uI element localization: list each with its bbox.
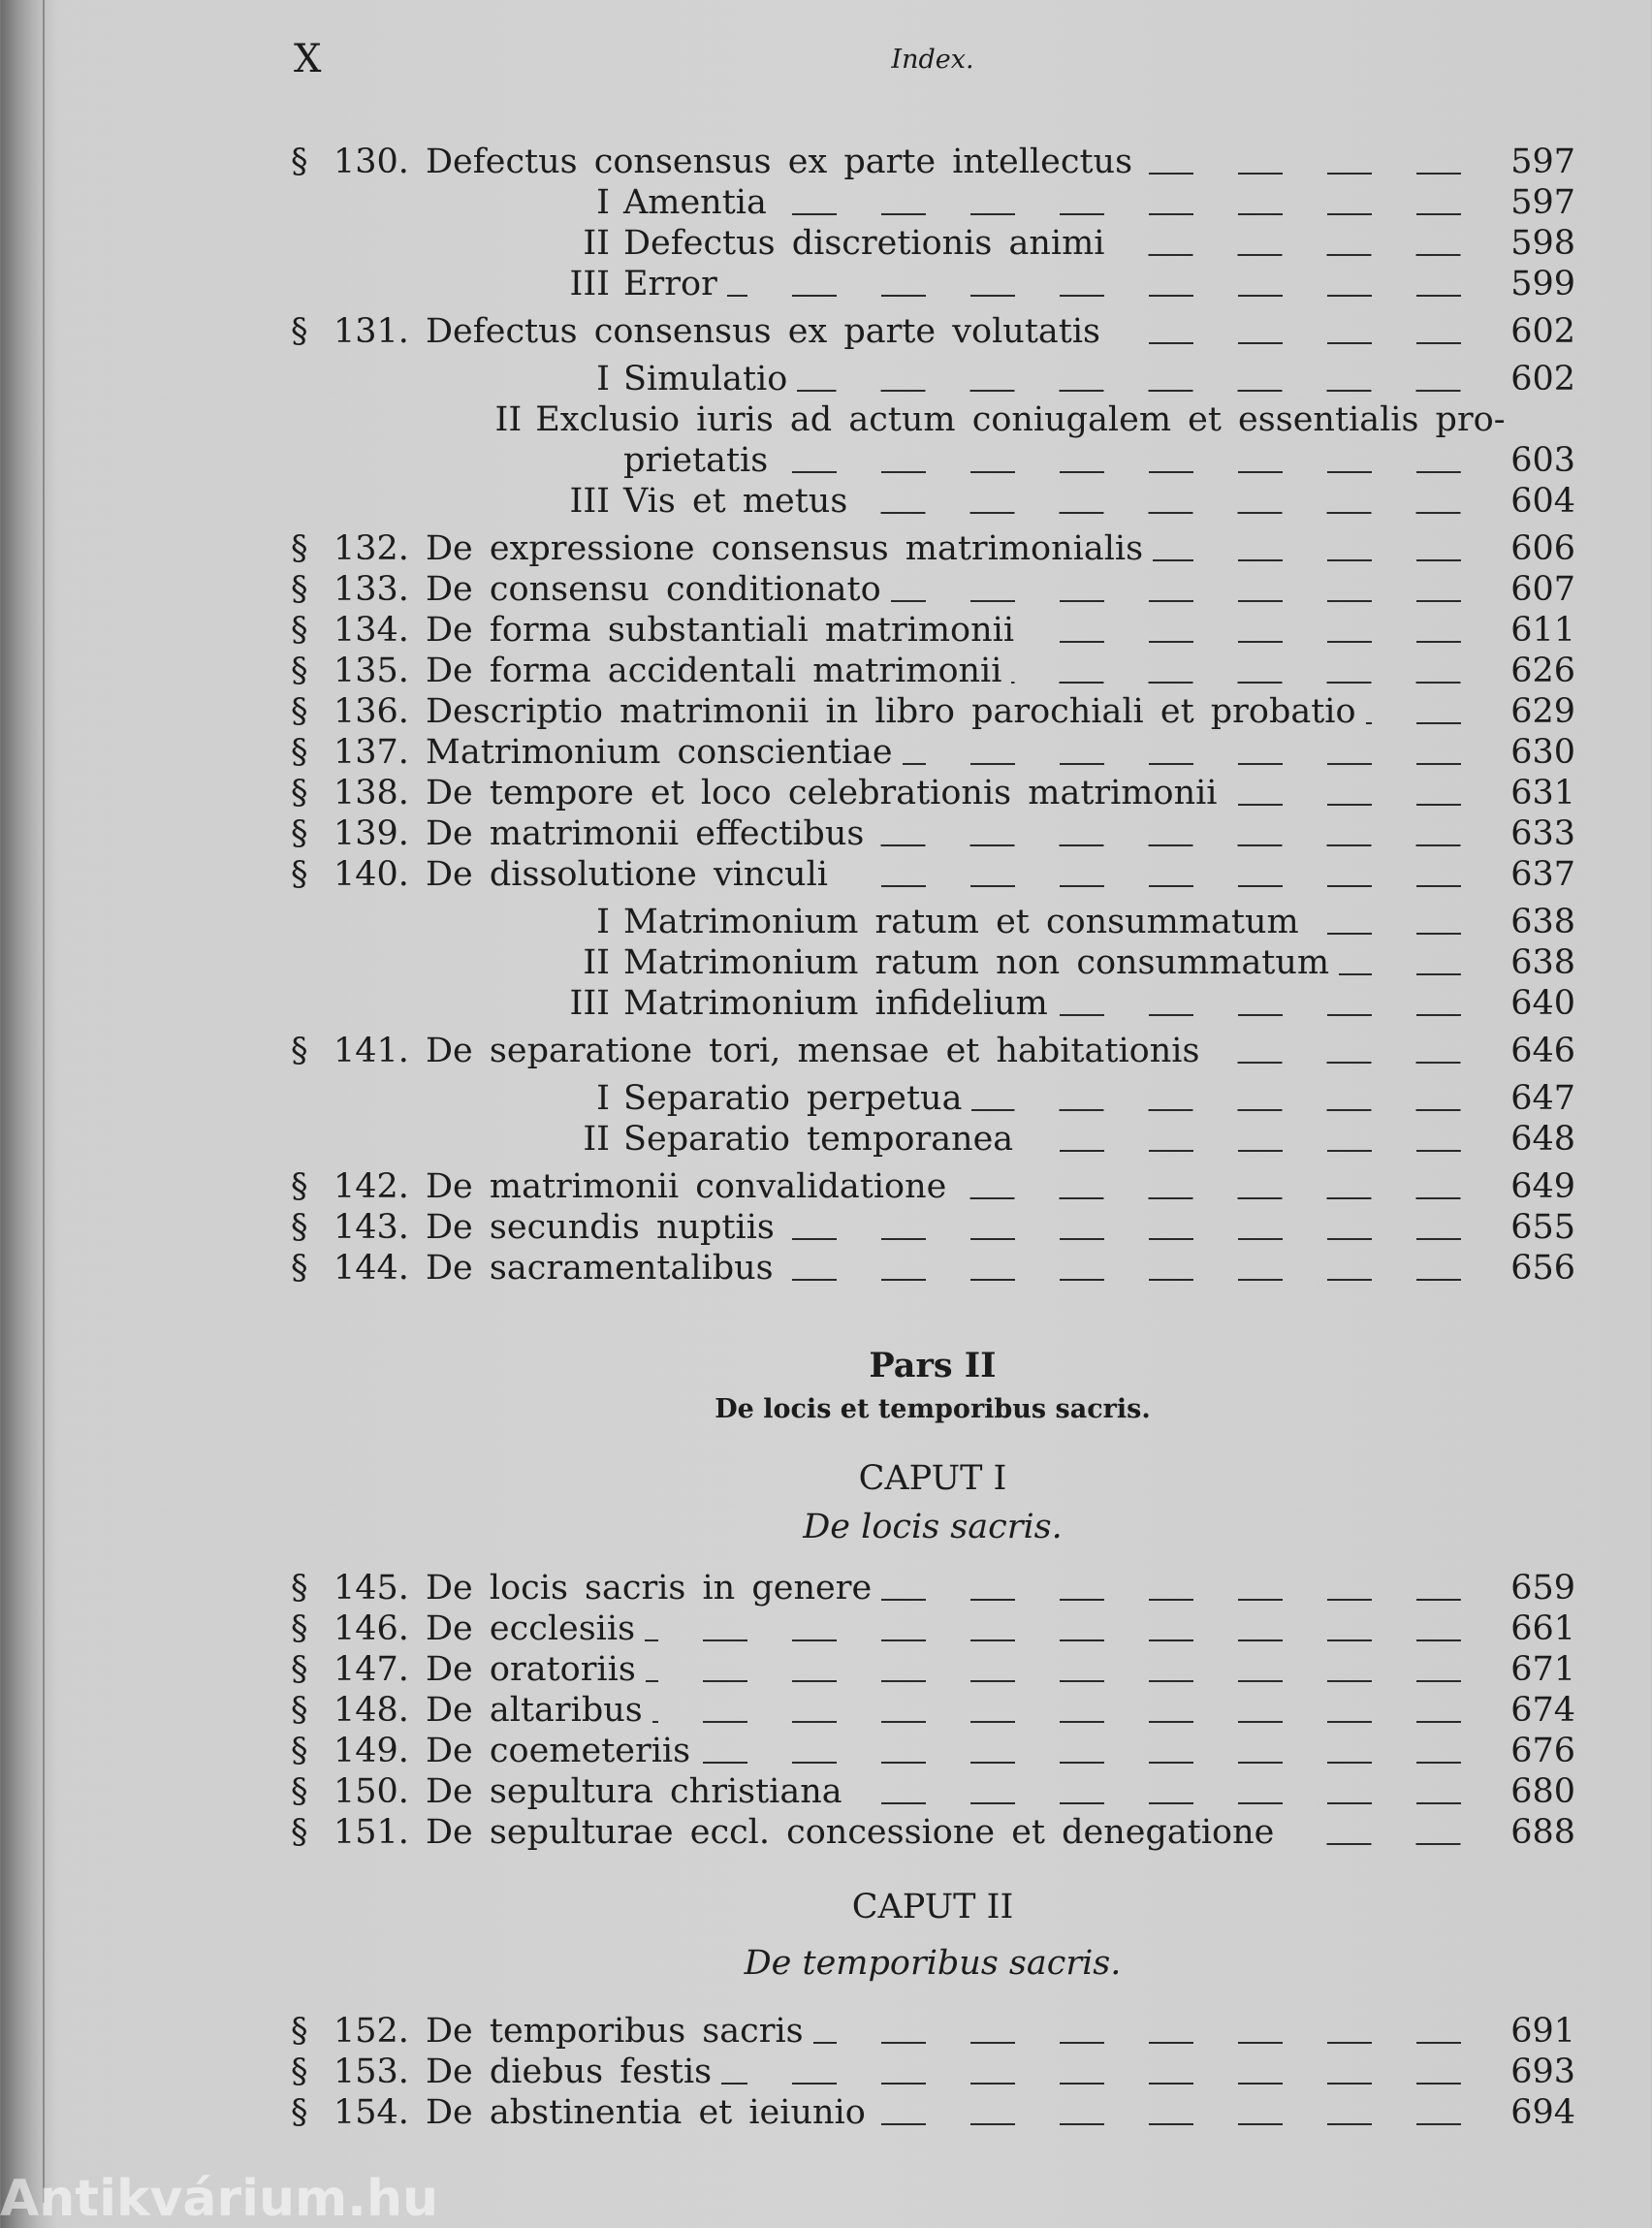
page-numeral: X [294,37,322,81]
toc-entry [291,2092,1575,2133]
section-symbol: § [291,1732,308,1770]
toc-entry [291,264,1575,304]
page-number: 603 [1510,441,1575,480]
subsection-numeral: II [494,400,523,439]
dot-leader [1366,691,1461,732]
dot-leader [874,813,1461,854]
page-number: 646 [1510,1032,1575,1070]
entry-title: De sepultura christiana [426,1772,842,1811]
section-symbol: § [291,1032,308,1070]
dot-leader [1153,528,1461,569]
subsection-numeral: II [583,224,610,263]
toc-section-c [291,2011,1575,2133]
toc-entry [291,1649,1575,1690]
entry-title: Defectus consensus ex parte volutatis [426,312,1100,351]
toc-entry [291,311,1575,352]
pars-title: Pars II [869,1346,997,1385]
section-symbol: § [291,1167,308,1206]
subsection-numeral: I [596,1079,610,1118]
entry-title: De tempore et loco celebrationis matrimonii [426,774,1218,812]
entry-title: De temporibus sacris [426,2012,804,2051]
page-number: 607 [1510,570,1575,609]
page-number: 599 [1510,265,1575,303]
dot-leader [875,2092,1461,2133]
toc-entry [291,1608,1575,1649]
section-number: 130. [334,143,409,181]
section-symbol: § [291,529,308,568]
page-edge [43,0,45,2203]
toc-entry [291,1731,1575,1771]
toc-entry [291,610,1575,651]
dot-leader [645,1608,1461,1649]
toc-entry [291,569,1575,610]
page-number: 598 [1510,224,1575,263]
toc-entry [291,2052,1575,2092]
subsection-numeral: III [569,984,610,1023]
page-number: 602 [1510,312,1575,351]
dot-leader [778,440,1461,481]
section-number: 137. [334,733,409,772]
section-number: 151. [334,1813,409,1852]
section-number: 140. [334,855,409,894]
section-number: 131. [334,312,409,351]
entry-title: De abstinentia et ieiunio [426,2093,866,2132]
page-number: 626 [1510,652,1575,690]
section-number: 134. [334,611,409,650]
entry-title: De dissolutione vinculi [426,855,828,894]
section-symbol: § [291,2093,308,2132]
toc-entry [291,1078,1575,1119]
section-symbol: § [291,1609,308,1648]
section-symbol: § [291,1650,308,1689]
dot-leader [971,1078,1461,1119]
toc-entry [291,1568,1575,1608]
entry-title: De sepulturae eccl. concessione et denegatione [426,1813,1275,1852]
section-number: 133. [334,570,409,609]
dot-leader [727,264,1461,304]
toc-entry [291,1812,1575,1853]
toc-entry [291,942,1575,983]
entry-title: De matrimonii effectibus [426,814,865,853]
dot-leader [956,1166,1461,1207]
entry-title: De diebus festis [426,2053,713,2091]
page-number: 648 [1510,1120,1575,1159]
page-number: 611 [1510,611,1575,650]
page-number: 597 [1510,183,1575,222]
entry-title: De consensu conditionato [426,570,881,609]
dot-leader [700,1731,1461,1771]
toc-entry [291,691,1575,732]
section-number: 142. [334,1167,409,1206]
entry-title: De altaribus [426,1691,643,1730]
section-symbol: § [291,733,308,772]
entry-title: De locis sacris in genere [426,1569,873,1607]
dot-leader [1227,773,1462,813]
entry-title: De secundis nuptiis [426,1208,775,1247]
subsection-numeral: I [596,183,610,222]
caput-1-subtitle: De locis sacris. [803,1508,1063,1546]
page-number: 649 [1510,1167,1575,1206]
section-symbol: § [291,143,308,181]
toc-section-a [291,142,1575,1289]
dot-leader [1309,902,1461,942]
dot-leader [1011,651,1461,691]
toc-entry [291,528,1575,569]
section-symbol: § [291,611,308,650]
page-number: 630 [1510,733,1575,772]
dot-leader [903,732,1461,773]
toc-entry [291,854,1575,895]
pars-subtitle: De locis et temporibus sacris. [715,1394,1151,1424]
page-number: 629 [1510,692,1575,731]
toc-entry [291,440,1575,481]
section-number: 144. [334,1249,409,1288]
page-number: 597 [1510,143,1575,181]
page-number: 606 [1510,529,1575,568]
toc-entry [291,813,1575,854]
section-number: 143. [334,1208,409,1247]
toc-entry [291,1119,1575,1160]
section-number: 139. [334,814,409,853]
toc-entry [291,1690,1575,1731]
dot-leader [1209,1031,1461,1071]
section-number: 153. [334,2053,409,2091]
entry-title: De ecclesiis [426,1609,636,1648]
page-number: 674 [1510,1691,1575,1730]
page-number: 693 [1510,2053,1575,2091]
section-number: 146. [334,1609,409,1648]
toc-entry [291,481,1575,522]
section-number: 154. [334,2093,409,2132]
page-number: 647 [1510,1079,1575,1118]
section-number: 138. [334,774,409,812]
entry-title: De coemeteriis [426,1732,691,1770]
dot-leader [784,1207,1461,1248]
page-number: 671 [1510,1650,1575,1689]
entry-title: Descriptio matrimonii in libro parochiali et probatio [426,692,1356,731]
caput-2-subtitle: De temporibus sacris. [744,1944,1122,1983]
dot-leader [797,359,1461,399]
page-number: 637 [1510,855,1575,894]
page-number: 680 [1510,1772,1575,1811]
entry-title: Matrimonium ratum et consummatum [623,903,1299,941]
page-number: 638 [1510,943,1575,982]
entry-title: Defectus discretionis animi [623,224,1105,263]
subsection-numeral: II [583,943,610,982]
dot-leader [1023,1119,1461,1160]
entry-title: De forma substantiali matrimonii [426,611,1015,650]
section-number: 135. [334,652,409,690]
toc-entry [291,359,1575,399]
toc-entry [291,902,1575,942]
section-symbol: § [291,1249,308,1288]
dot-leader [1024,610,1461,651]
toc-entry [291,651,1575,691]
page-number: 656 [1510,1249,1575,1288]
dot-leader [852,1771,1461,1812]
section-number: 148. [334,1691,409,1730]
toc-entry [291,773,1575,813]
entry-title: Separatio perpetua [623,1079,963,1118]
entry-title: Error [623,265,717,303]
section-symbol: § [291,1569,308,1607]
entry-title: Matrimonium ratum non consummatum [623,943,1330,982]
subsection-numeral: III [569,265,610,303]
toc-entry [291,182,1575,223]
entry-title: De matrimonii convalidatione [426,1167,947,1206]
dot-leader [777,182,1461,223]
page-number: 661 [1510,1609,1575,1648]
toc-entry [291,732,1575,773]
section-number: 150. [334,1772,409,1811]
section-symbol: § [291,570,308,609]
section-symbol: § [291,692,308,731]
page-number: 655 [1510,1208,1575,1247]
entry-title: Vis et metus [623,482,848,521]
toc-entry [291,2011,1575,2052]
caput-1-title: CAPUT I [858,1459,1007,1498]
section-number: 141. [334,1032,409,1070]
entry-title: Amentia [623,183,767,222]
entry-title: Matrimonium conscientiae [426,733,893,772]
section-number: 147. [334,1650,409,1689]
toc-entry [291,399,1575,440]
dot-leader [1284,1812,1461,1853]
toc-section-b [291,1568,1575,1853]
section-symbol: § [291,855,308,894]
entry-title: Matrimonium infidelium [623,984,1048,1023]
page-number: 602 [1510,360,1575,398]
subsection-numeral: II [583,1120,610,1159]
section-number: 136. [334,692,409,731]
entry-title: Simulatio [623,360,788,398]
toc-entry [291,1248,1575,1289]
section-symbol: § [291,312,308,351]
page-number: 633 [1510,814,1575,853]
dot-leader [783,1248,1461,1289]
entry-title: Exclusio iuris ad actum coniugalem et essentialis pro- [535,400,1506,439]
toc-entry [291,223,1575,264]
section-symbol: § [291,1208,308,1247]
section-symbol: § [291,2012,308,2051]
entry-title: De separatione tori, mensae et habitationis [426,1032,1200,1070]
dot-leader [1058,983,1461,1024]
dot-leader [1142,142,1461,182]
dot-leader [891,569,1461,610]
section-symbol: § [291,1813,308,1852]
subsection-numeral: I [596,903,610,941]
page-number: 640 [1510,984,1575,1023]
watermark: Antikvárium.hu [0,2170,438,2228]
entry-title: De sacramentalibus [426,1249,774,1288]
dot-leader [838,854,1461,895]
toc-entry [291,1207,1575,1248]
page-number: 688 [1510,1813,1575,1852]
page-number: 604 [1510,482,1575,521]
subsection-numeral: I [596,360,610,398]
page-number: 638 [1510,903,1575,941]
section-number: 149. [334,1732,409,1770]
dot-leader [881,1568,1461,1608]
dot-leader [652,1690,1461,1731]
running-title: Index. [891,45,974,75]
toc-entry [291,1031,1575,1071]
dot-leader [646,1649,1461,1690]
page-number: 659 [1510,1569,1575,1607]
section-symbol: § [291,652,308,690]
caput-2-title: CAPUT II [851,1888,1014,1926]
entry-title: Defectus consensus ex parte intellectus [426,143,1133,181]
entry-title: prietatis [623,441,769,480]
dot-leader [1110,311,1461,352]
dot-leader [721,2052,1461,2092]
toc-entry [291,983,1575,1024]
section-number: 132. [334,529,409,568]
dot-leader [857,481,1461,522]
section-symbol: § [291,814,308,853]
entry-title: De expressione consensus matrimonialis [426,529,1144,568]
dot-leader [1339,942,1461,983]
dot-leader [813,2011,1461,2052]
section-symbol: § [291,1772,308,1811]
toc-entry [291,1771,1575,1812]
page-number: 694 [1510,2093,1575,2132]
section-number: 145. [334,1569,409,1607]
entry-title: De forma accidentali matrimonii [426,652,1002,690]
dot-leader [1114,223,1461,264]
toc-entry [291,1166,1575,1207]
entry-title: De oratoriis [426,1650,636,1689]
entry-title: Separatio temporanea [623,1120,1014,1159]
page-number: 691 [1510,2012,1575,2051]
section-symbol: § [291,2053,308,2091]
page-number: 631 [1510,774,1575,812]
toc-entry [291,142,1575,182]
subsection-numeral: III [569,482,610,521]
section-number: 152. [334,2012,409,2051]
page-number: 676 [1510,1732,1575,1770]
section-symbol: § [291,774,308,812]
section-symbol: § [291,1691,308,1730]
